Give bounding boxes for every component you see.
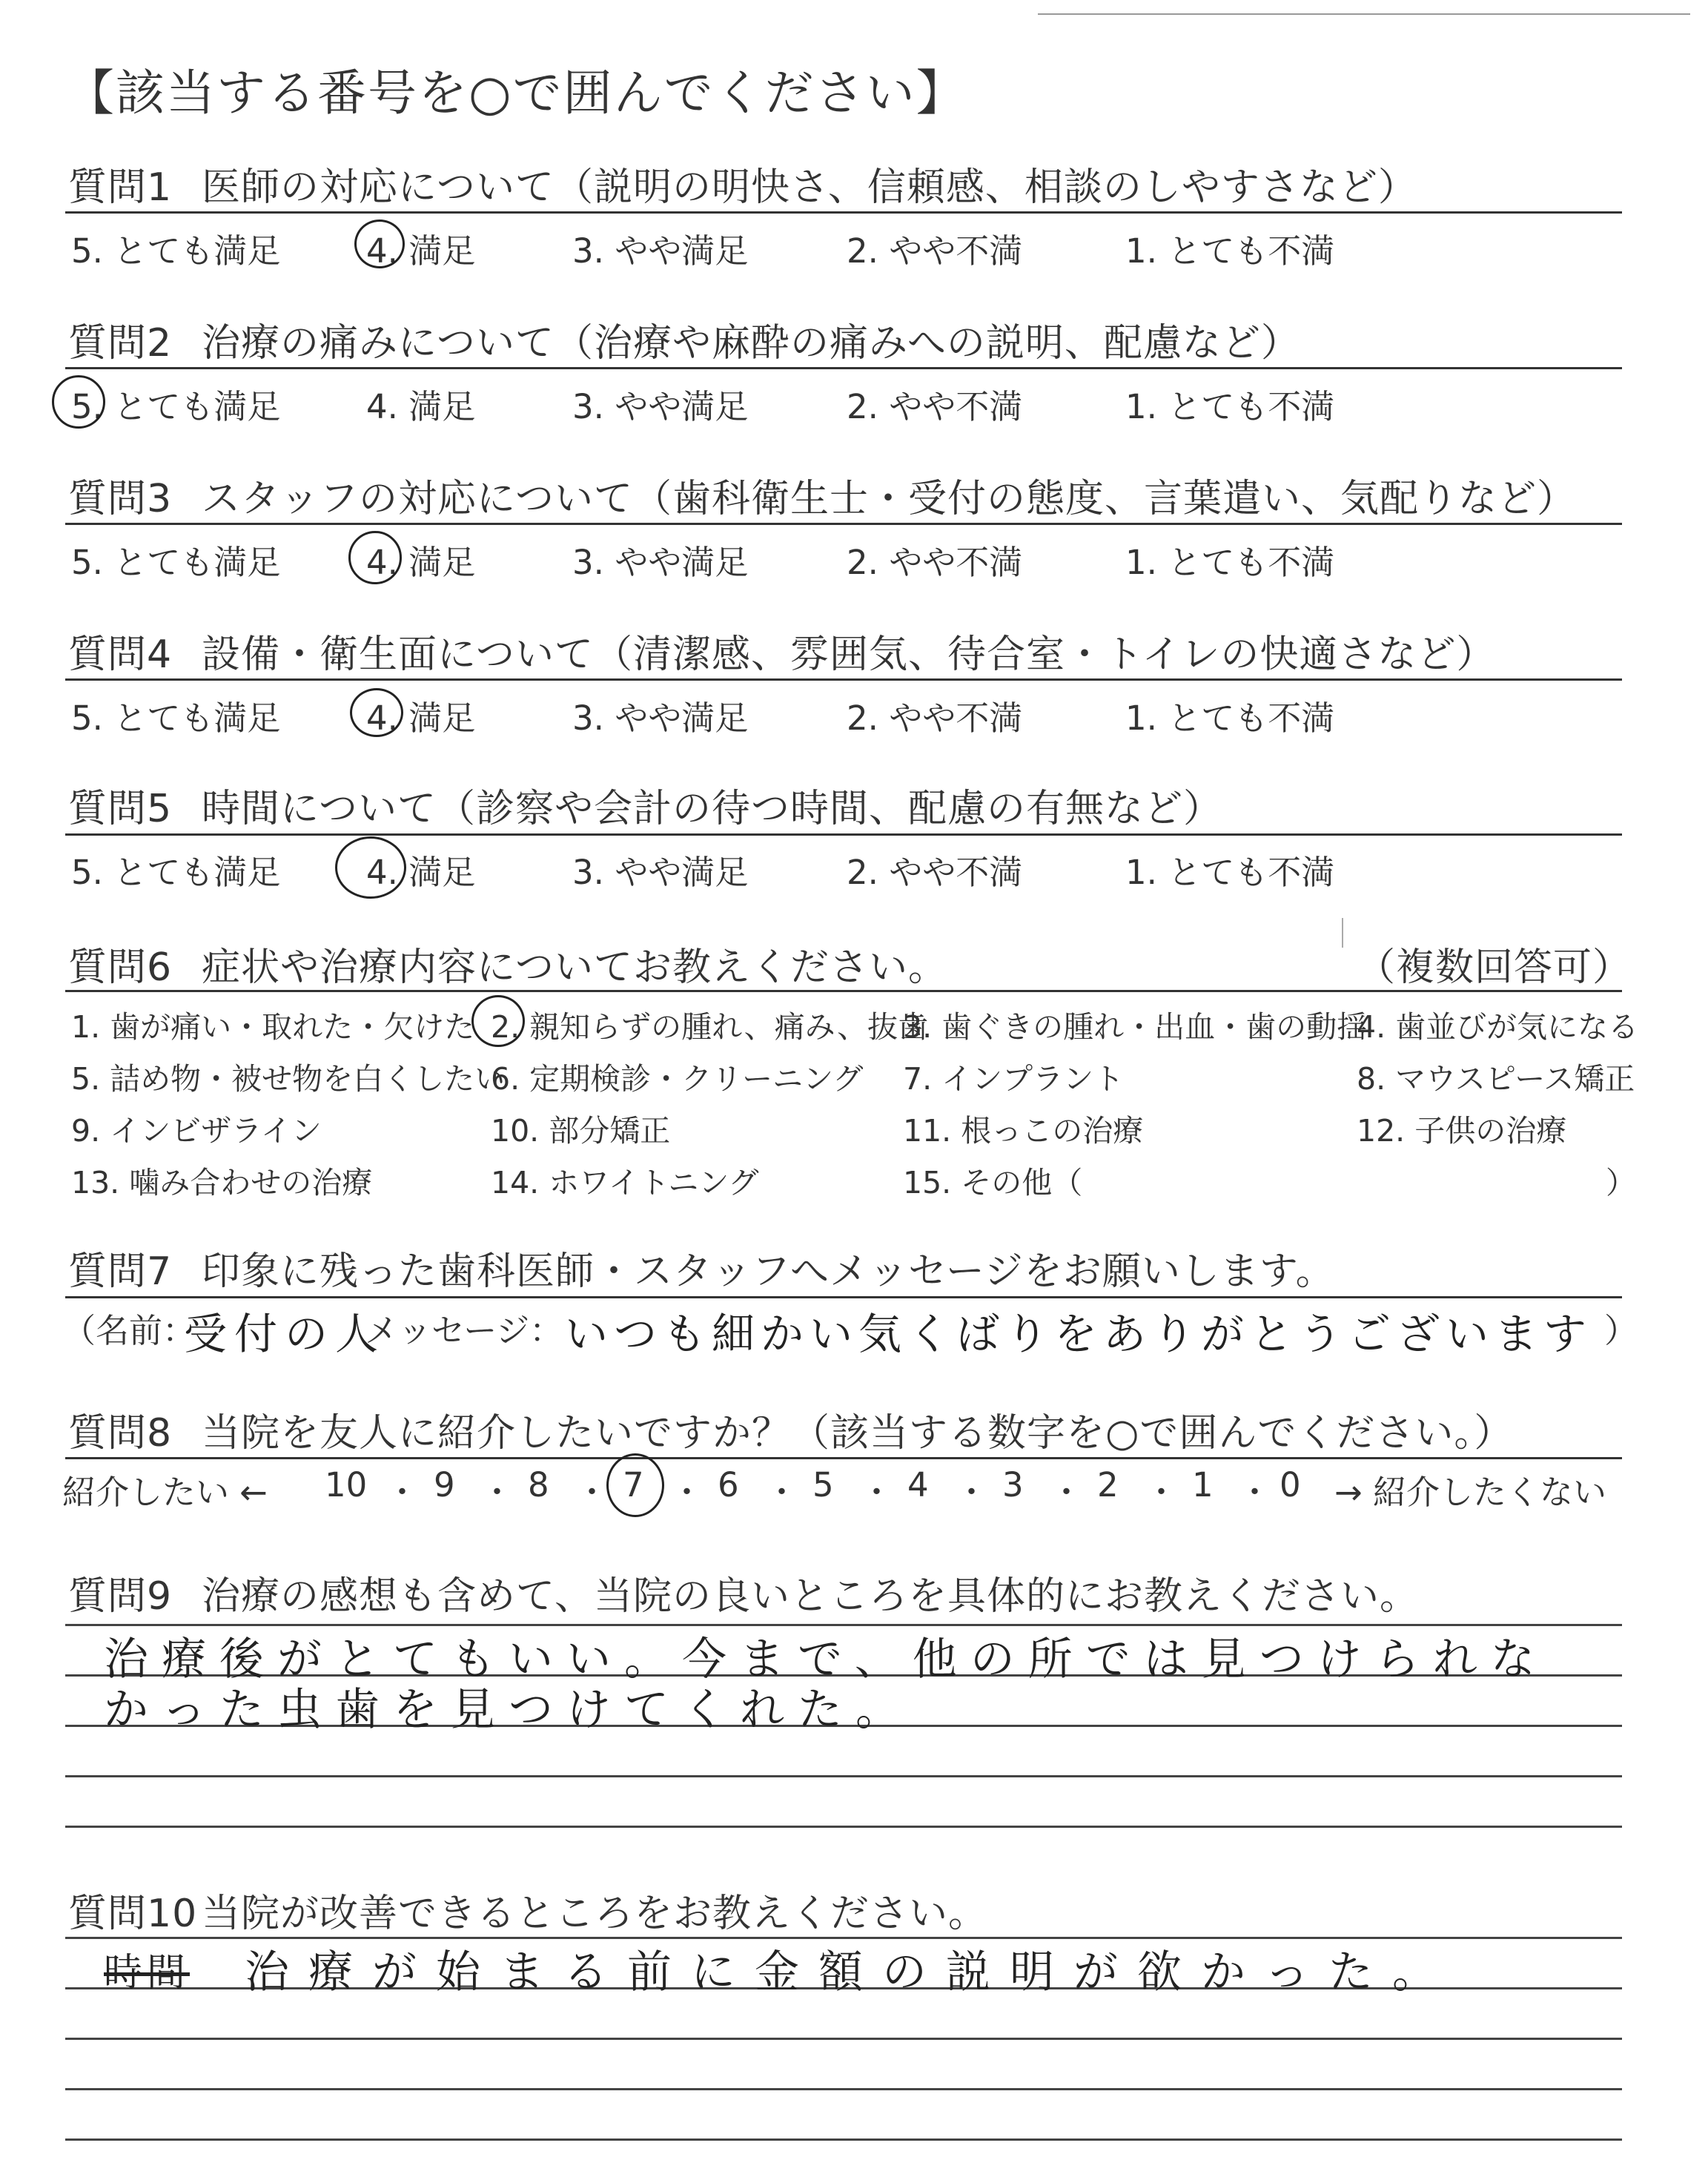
q8-label: 質問8 — [68, 1411, 173, 1456]
q10-label: 質問10 — [68, 1892, 198, 1936]
q8-selection-circle — [606, 1453, 664, 1517]
q8-scale-9[interactable]: 9 — [434, 1465, 455, 1505]
margin-mark — [1342, 918, 1343, 948]
q5-selection-circle — [335, 836, 406, 899]
q8-dot: ・ — [860, 1473, 894, 1512]
q10-answer-line-1[interactable]: 治療が始まる前に金額の説明が欲かった。 — [245, 1946, 1456, 1998]
q10-struck-text: 時間 — [104, 1951, 191, 1995]
q6-option-12[interactable]: 12. 子供の治療 — [1357, 1113, 1567, 1149]
q5-option-3[interactable]: 3. やや満足 — [572, 853, 749, 892]
q6-option-5[interactable]: 5. 詰め物・被せ物を白くしたい — [71, 1061, 506, 1097]
q2-selection-circle — [52, 375, 105, 429]
q5-option-4[interactable]: 4. 満足 — [366, 853, 476, 892]
q8-scale-0[interactable]: 0 — [1280, 1465, 1301, 1505]
q2-underline — [65, 367, 1622, 369]
q4-text: 設備・衛生面について（清潔感、雰囲気、待合室・トイレの快適さなど） — [202, 633, 1496, 677]
q8-dot: ・ — [955, 1473, 989, 1512]
q9-line-5 — [65, 1826, 1622, 1828]
q6-option-9[interactable]: 9. インビザライン — [71, 1113, 322, 1149]
q6-option-3[interactable]: 3. 歯ぐきの腫れ・出血・歯の動揺 — [903, 1009, 1368, 1045]
q6-option-8[interactable]: 8. マウスピース矯正 — [1357, 1061, 1635, 1097]
q3-option-1[interactable]: 1. とても不満 — [1125, 543, 1335, 582]
q2-option-2[interactable]: 2. やや不満 — [847, 387, 1023, 426]
q8-dot: ・ — [765, 1473, 799, 1512]
q8-dot: ・ — [385, 1473, 420, 1512]
q3-underline — [65, 523, 1622, 525]
q1-option-4[interactable]: 4. 満足 — [366, 231, 476, 271]
q8-dot: ・ — [1050, 1473, 1084, 1512]
q5-underline — [65, 833, 1622, 836]
q4-underline — [65, 678, 1622, 681]
q6-option-11[interactable]: 11. 根っこの治療 — [903, 1113, 1144, 1149]
q6-option-2[interactable]: 2. 親知らずの腫れ、痛み、抜歯 — [491, 1009, 929, 1045]
q2-option-1[interactable]: 1. とても不満 — [1125, 387, 1335, 426]
q5-label: 質問5 — [68, 787, 173, 831]
q1-text: 医師の対応について（説明の明快さ、信頼感、相談のしやすさなど） — [202, 165, 1417, 210]
q9-label: 質問9 — [68, 1574, 173, 1619]
q7-name-value[interactable]: 受付の人 — [184, 1309, 386, 1359]
q10-line-5 — [65, 2138, 1622, 2141]
q2-option-3[interactable]: 3. やや満足 — [572, 387, 749, 426]
q6-underline — [65, 990, 1622, 992]
q5-option-2[interactable]: 2. やや不満 — [847, 853, 1023, 892]
q6-option-13[interactable]: 13. 噛み合わせの治療 — [71, 1165, 373, 1200]
q6-option-10[interactable]: 10. 部分矯正 — [491, 1113, 671, 1149]
q6-option-7[interactable]: 7. インプラント — [903, 1061, 1125, 1097]
q1-selection-circle — [354, 219, 405, 268]
q3-selection-circle — [348, 531, 402, 584]
q6-text: 症状や治療内容についてお教えください。 — [202, 945, 947, 990]
q4-option-3[interactable]: 3. やや満足 — [572, 698, 749, 738]
q7-label: 質問7 — [68, 1249, 173, 1294]
q6-option-4[interactable]: 4. 歯並びが気になる — [1357, 1009, 1639, 1045]
form-title: 【該当する番号を○で囲んでください】 — [65, 65, 967, 122]
q3-option-5[interactable]: 5. とても満足 — [71, 543, 281, 582]
q8-dot: ・ — [670, 1473, 704, 1512]
q1-option-2[interactable]: 2. やや不満 — [847, 231, 1023, 271]
q8-scale-5[interactable]: 5 — [812, 1465, 834, 1505]
q3-option-2[interactable]: 2. やや不満 — [847, 543, 1023, 582]
q8-scale-4[interactable]: 4 — [907, 1465, 929, 1505]
q10-line-4 — [65, 2088, 1622, 2090]
q10-line-3 — [65, 2038, 1622, 2040]
q5-option-1[interactable]: 1. とても不満 — [1125, 853, 1335, 892]
q6-label: 質問6 — [68, 945, 173, 990]
q8-text: 当院を友人に紹介したいですか？（該当する数字を○で囲んでください。） — [202, 1411, 1514, 1456]
q8-dot: ・ — [1145, 1473, 1179, 1512]
q1-label: 質問1 — [68, 165, 173, 210]
q8-scale-3[interactable]: 3 — [1002, 1465, 1024, 1505]
q5-text: 時間について（診察や会計の待つ時間、配慮の有無など） — [202, 787, 1222, 831]
q9-text: 治療の感想も含めて、当院の良いところを具体的にお教えください。 — [202, 1574, 1419, 1619]
q7-close-paren: ） — [1604, 1311, 1638, 1350]
q4-selection-circle — [350, 688, 403, 737]
q9-line-4 — [65, 1775, 1622, 1777]
q6-option-6[interactable]: 6. 定期検診・クリーニング — [491, 1061, 864, 1097]
q1-option-1[interactable]: 1. とても不満 — [1125, 231, 1335, 271]
q6-option-15[interactable]: 15. その他（ — [903, 1165, 1083, 1200]
q8-scale-10[interactable]: 10 — [325, 1465, 368, 1505]
q9-answer-line-1[interactable]: 治療後がとてもいい。今まで、他の所では見つけられな — [104, 1634, 1549, 1685]
q7-message-label: メッセージ： — [365, 1311, 563, 1350]
q3-option-3[interactable]: 3. やや満足 — [572, 543, 749, 582]
q8-scale-2[interactable]: 2 — [1097, 1465, 1119, 1505]
q8-dot: ・ — [1238, 1473, 1272, 1512]
q8-scale-7[interactable]: 7 — [623, 1465, 644, 1505]
q10-text: 当院が改善できるところをお教えください。 — [202, 1892, 988, 1936]
q4-option-2[interactable]: 2. やや不満 — [847, 698, 1023, 738]
q7-name-label: （名前： — [62, 1311, 196, 1350]
q9-answer-line-2[interactable]: かった虫歯を見つけてくれた。 — [104, 1684, 913, 1736]
q8-scale-8[interactable]: 8 — [528, 1465, 549, 1505]
q8-underline — [65, 1457, 1622, 1459]
q6-note: （複数回答可） — [1357, 945, 1632, 990]
q4-option-5[interactable]: 5. とても満足 — [71, 698, 281, 738]
q2-option-4[interactable]: 4. 満足 — [366, 387, 476, 426]
q8-right-label: → 紹介したくない — [1334, 1473, 1607, 1512]
q3-option-4[interactable]: 4. 満足 — [366, 543, 476, 582]
q6-selection-circle — [471, 995, 525, 1047]
q6-option-1[interactable]: 1. 歯が痛い・取れた・欠けた — [71, 1009, 475, 1045]
q8-dot: ・ — [575, 1473, 609, 1512]
q3-label: 質問3 — [68, 477, 173, 521]
top-border-line — [1038, 13, 1690, 15]
q2-text: 治療の痛みについて（治療や麻酔の痛みへの説明、配慮など） — [202, 321, 1300, 366]
q3-text: スタッフの対応について（歯科衛生士・受付の態度、言葉遣い、気配りなど） — [202, 477, 1576, 521]
q8-scale-6[interactable]: 6 — [718, 1465, 739, 1505]
q7-underline — [65, 1296, 1622, 1298]
q6-option-15-close: ） — [1606, 1165, 1636, 1200]
q8-left-label: 紹介したい ← — [62, 1473, 268, 1512]
q4-label: 質問4 — [68, 633, 173, 677]
q2-option-5[interactable]: 5. とても満足 — [71, 387, 281, 426]
q7-message-value[interactable]: いつも細かい気くばりをありがとうございます — [565, 1309, 1593, 1359]
q1-underline — [65, 211, 1622, 214]
q4-option-4[interactable]: 4. 満足 — [366, 698, 476, 738]
q8-dot: ・ — [480, 1473, 514, 1512]
q1-option-5[interactable]: 5. とても満足 — [71, 231, 281, 271]
q2-label: 質問2 — [68, 321, 173, 366]
q5-option-5[interactable]: 5. とても満足 — [71, 853, 281, 892]
q6-option-14[interactable]: 14. ホワイトニング — [491, 1165, 759, 1200]
q7-text: 印象に残った歯科医師・スタッフへメッセージをお願いします。 — [202, 1249, 1335, 1294]
q8-scale-1[interactable]: 1 — [1192, 1465, 1214, 1505]
q1-option-3[interactable]: 3. やや満足 — [572, 231, 749, 271]
q4-option-1[interactable]: 1. とても不満 — [1125, 698, 1335, 738]
